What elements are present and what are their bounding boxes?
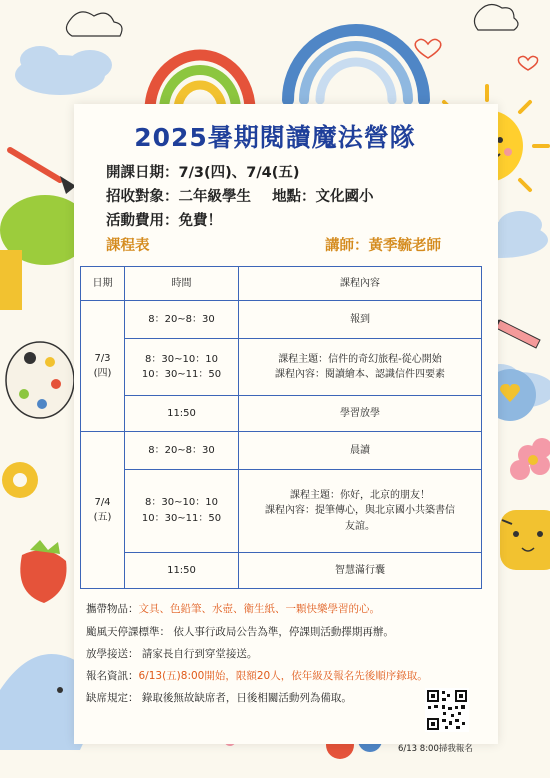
- content-cell: [239, 395, 482, 431]
- content-cell: [239, 339, 482, 395]
- table-row: [81, 395, 482, 431]
- course-date: 開課日期：7/3(四)、7/4(五): [106, 165, 300, 181]
- qr-code-icon[interactable]: [425, 688, 469, 732]
- time-text: 11:50: [167, 407, 196, 419]
- table-row: [81, 301, 482, 339]
- table-header-row: [81, 267, 482, 301]
- content-text: 晨讀: [350, 444, 370, 456]
- header-date: 日期: [81, 267, 125, 301]
- target-students: 招收對象：二年級學生: [106, 189, 251, 205]
- schedule-table: [80, 266, 482, 589]
- date-text: 7/3: [94, 352, 111, 364]
- typhoon-policy: 颱風天停課標準： 依人事行政局公告為準，停課則活動擇期再辦。: [86, 626, 394, 638]
- tiger-icon: [500, 510, 550, 570]
- content-text: 課程主題：信件的奇幻旅程-從心開始: [278, 353, 442, 365]
- absence-policy: 缺席規定： 錄取後無故缺席者，日後相關活動列為備取。: [86, 692, 352, 704]
- table-row: [81, 552, 482, 588]
- date-cell: [81, 432, 125, 589]
- header-content: 課程內容: [239, 267, 482, 301]
- date-text: 7/4: [94, 496, 111, 508]
- time-text: 11:50: [167, 564, 196, 576]
- content-cell: [239, 432, 482, 470]
- qr-caption: 6/13 8:00掃我報名: [398, 744, 473, 754]
- content-cell: [239, 552, 482, 588]
- content-text: 智慧滿行囊: [335, 564, 385, 576]
- schedule-heading: 課程表: [106, 238, 150, 254]
- content-text: 課程內容：提筆傳心，與北京國小共築書信: [265, 505, 455, 517]
- cloud-outline-icon: [66, 4, 518, 36]
- time-cell: [125, 470, 239, 553]
- cloud-icon: [15, 46, 112, 95]
- time-cell: [125, 339, 239, 395]
- flower-icon: [510, 438, 550, 480]
- items-value: 文具、色鉛筆、水壺、衛生紙、一顆快樂學習的心。: [138, 603, 380, 615]
- items-to-bring: [86, 601, 380, 616]
- table-row: [81, 339, 482, 395]
- content-text: 學習放學: [340, 407, 380, 419]
- paintbrush-icon: [10, 150, 76, 194]
- content-text: 課程主題：你好，北京的朋友！: [290, 489, 430, 501]
- target-and-location: [106, 185, 374, 206]
- location: 地點：文化國小: [272, 189, 374, 205]
- palette-icon: [6, 342, 74, 418]
- content-text: 報到: [350, 314, 370, 326]
- time-cell: [125, 552, 239, 588]
- time-text: 10：30~11：50: [141, 512, 222, 524]
- time-text: 10：30~11：50: [141, 369, 222, 381]
- table-row: [81, 470, 482, 553]
- date-cell: [81, 301, 125, 432]
- content-text: 友誼。: [345, 520, 375, 532]
- heart-icon: [415, 39, 537, 70]
- signup-value: 6/13(五)8:00開始，限額20人，依年級及報名先後順序錄取。: [138, 670, 428, 682]
- page-title: 2025暑期閱讀魔法營隊: [134, 123, 416, 152]
- time-text: 8：30~10：10: [145, 353, 218, 365]
- weekday-text: (五): [93, 512, 112, 523]
- signup-info: [86, 668, 428, 683]
- header-time: 時間: [125, 267, 239, 301]
- signup-label: 報名資訊：: [86, 670, 139, 682]
- content-text: 課程內容：閱讀繪本、認識信件四要素: [275, 369, 445, 381]
- pickup-info: 放學接送： 請家長自行到穿堂接送。: [86, 648, 258, 660]
- items-label: 攜帶物品：: [86, 603, 139, 615]
- teacher-heading: 講師：黃季毓老師: [325, 238, 441, 254]
- content-cell: [239, 470, 482, 553]
- strawberry-icon: [20, 540, 66, 603]
- table-row: [81, 432, 482, 470]
- time-cell: [125, 301, 239, 339]
- rainbow-icon: [150, 55, 250, 110]
- time-cell: [125, 395, 239, 431]
- content-cell: [239, 301, 482, 339]
- donut-icon: [2, 462, 38, 498]
- weekday-text: (四): [93, 368, 112, 380]
- time-cell: [125, 432, 239, 470]
- time-text: 8：30~10：10: [145, 497, 218, 509]
- rainbow-icon: [288, 30, 424, 100]
- time-text: 8：20~8：30: [148, 314, 215, 326]
- time-text: 8：20~8：30: [148, 444, 215, 456]
- activity-fee: 活動費用：免費！: [106, 213, 222, 229]
